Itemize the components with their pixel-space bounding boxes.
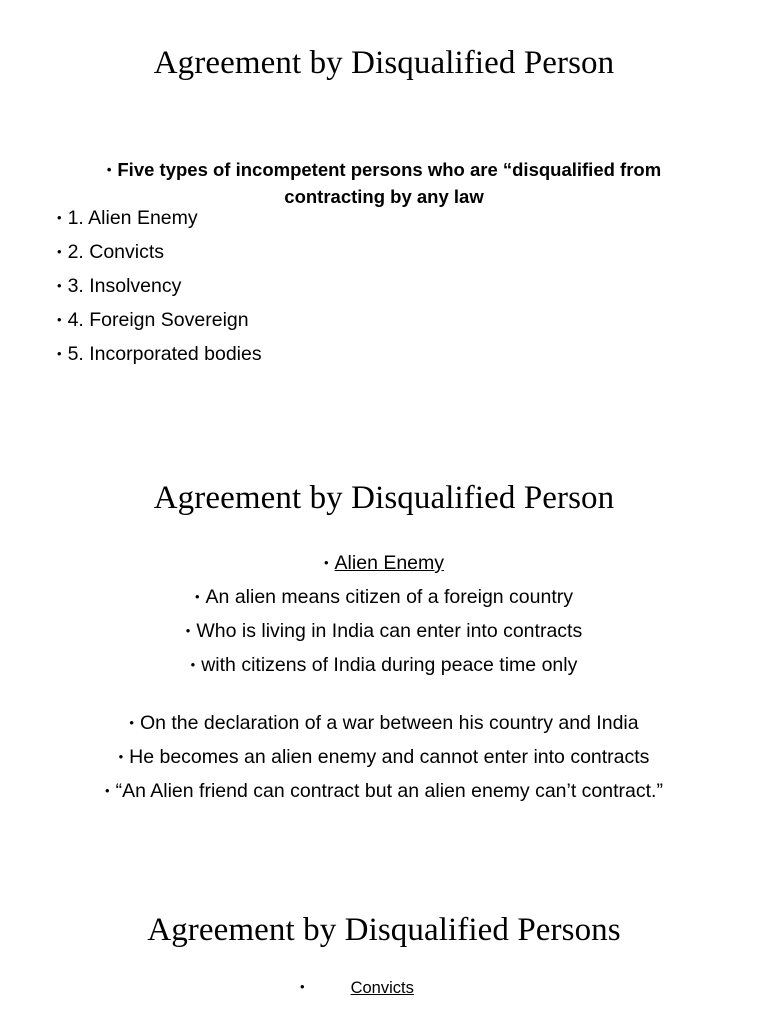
list-item: • with citizens of India during peace time only [190,654,578,676]
section-heading: • Convicts [300,979,414,997]
bullet-icon: • [106,162,112,177]
bullet-icon: • [57,346,62,361]
bullet-icon: • [118,749,124,764]
bullet-icon: • [57,210,62,225]
bullet-icon: • [129,715,134,730]
list-item: • 3. Insolvency [57,275,182,297]
list-item: • 2. Convicts [57,241,165,263]
list-item: • He becomes an alien enemy and cannot enter into contracts [118,746,650,768]
intro-line: • Five types of incompetent persons who are “disqualified from [106,159,662,180]
bullet-icon: • [57,312,62,327]
bullet-icon: • [185,623,191,638]
list-item: • An alien means citizen of a foreign country [194,586,573,608]
bullet-icon: • [105,783,110,798]
list-item: • Who is living in India can enter into contracts [185,620,583,642]
slide-1 [0,40,768,400]
slide-title: Agreement by Disqualified Person [153,45,615,81]
slide-2 [0,475,768,835]
slide-title: Agreement by Disqualified Persons [147,912,621,948]
slide-3 [0,907,768,1024]
bullet-icon: • [190,657,196,672]
list-item: • On the declaration of a war between his country and India [129,712,639,734]
bullet-icon: • [323,555,329,570]
bullet-icon: • [300,979,305,994]
list-item: • 4. Foreign Sovereign [57,309,249,331]
list-item: • 5. Incorporated bodies [57,343,262,365]
war-declaration-points [0,707,768,809]
list-item: • “An Alien friend can contract but an alien enemy can’t contract.” [105,780,663,802]
section-heading: • Alien Enemy [323,552,445,574]
intro-line: contracting by any law [284,186,484,207]
bullet-icon: • [57,244,62,259]
bullet-icon: • [57,278,62,293]
list-item: • 1. Alien Enemy [57,207,198,229]
slide-title: Agreement by Disqualified Person [153,480,615,516]
alien-enemy-definition [0,547,768,683]
bullet-icon: • [194,589,200,604]
disqualified-list [57,202,262,372]
